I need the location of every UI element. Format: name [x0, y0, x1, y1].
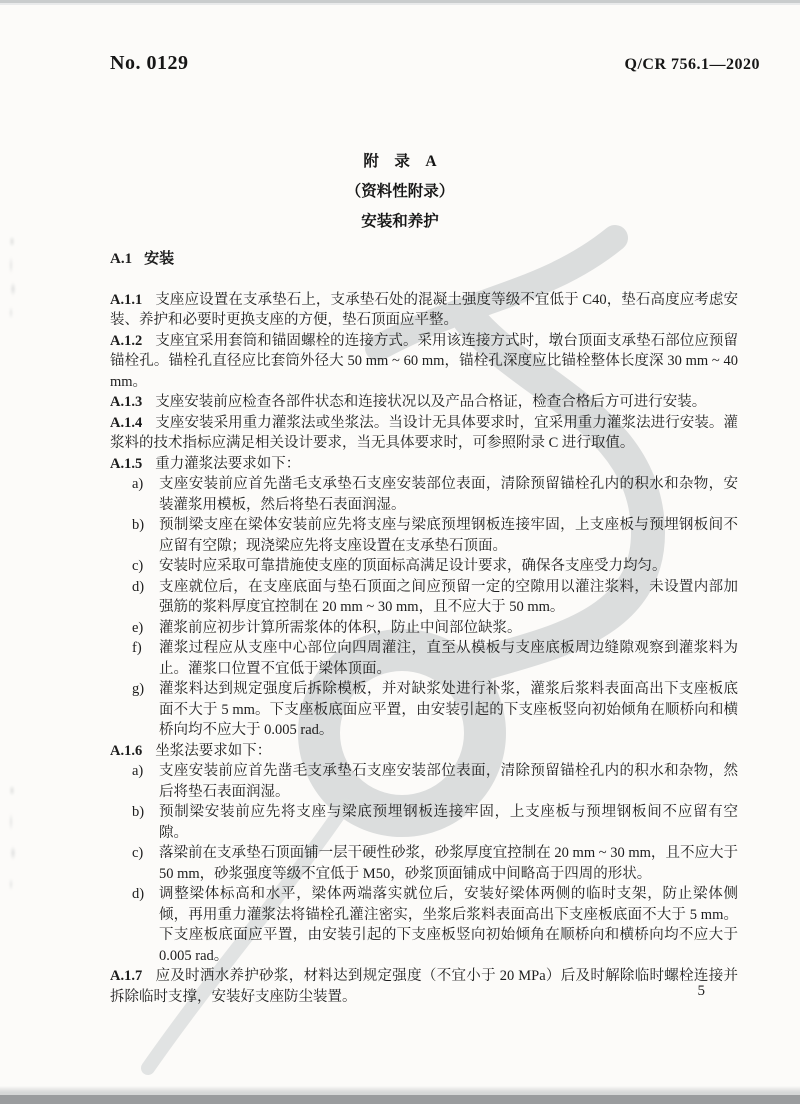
item-label: c) — [132, 558, 144, 574]
item-label: d) — [132, 886, 145, 902]
item-label: b) — [132, 517, 145, 533]
clause-label: A.1.3 — [110, 394, 143, 410]
document-number: No. 0129 — [110, 52, 189, 74]
clause-text: 应及时洒水养护砂浆，材料达到规定强度（不宜小于 20 MPa）后及时解除临时螺栓连接并拆除临时支撑，安装好支座防尘装置。 — [110, 968, 738, 1005]
clause-text: 坐浆法要求如下： — [155, 742, 272, 759]
paragraph-a1-2 — [110, 331, 738, 393]
margin-bleed-mark — [7, 778, 17, 903]
item-label: c) — [132, 845, 144, 861]
list-item-b — [110, 802, 738, 843]
item-text: 调整梁体标高和水平，梁体两端落实就位后，安装好梁体两侧的临时支架，防止梁体侧倾，再用重力灌浆法将锚栓孔灌注密实，坐浆后浆料表面高出下支座板底面不大于 5 mm。下支座板底面应平置，由安装引起的下支座板竖向初始倾角在顺桥向和横桥向均不应大于 0.005 rad。 — [159, 886, 738, 964]
item-label: f) — [132, 640, 142, 656]
item-label: a) — [132, 476, 144, 492]
paragraph-a1-5 — [110, 454, 738, 475]
clause-text: 支座应设置在支承垫石上，支承垫石处的混凝土强度等级不宜低于 C40，垫石高度应考虑安装、养护和必要时更换支座的方便，垫石顶面应平整。 — [110, 291, 738, 328]
clause-text: 支座安装前应检查各部件状态和连接状况以及产品合格证，检查合格后方可进行安装。 — [155, 394, 707, 410]
clause-text: 重力灌浆法要求如下： — [155, 455, 301, 472]
list-item-a — [110, 761, 738, 802]
list-item-c — [110, 556, 738, 577]
page-number: 5 — [697, 983, 705, 999]
item-label: b) — [132, 804, 145, 820]
list-item-f — [110, 638, 738, 679]
list-item-a — [110, 474, 738, 515]
document-body — [110, 249, 738, 1007]
item-text: 灌浆料达到规定强度后拆除模板，并对缺浆处进行补浆，灌浆后浆料表面高出下支座板底面不大于 5 mm。下支座板底面应平置，由安装引起的下支座板竖向初始倾角在顺桥向和横桥向均不应大于 0.005 rad。 — [159, 681, 738, 738]
clause-text: 支座宜采用套筒和锚固螺栓的连接方式。采用该连接方式时，墩台顶面支承垫石部位应预留锚栓孔。锚栓孔直径应比套筒外径大 50 mm ~ 60 mm，锚栓孔深度应比锚栓整体长度深 30 mm ~ 40 mm。 — [110, 332, 738, 390]
item-label: g) — [132, 681, 145, 697]
item-text: 落梁前在支承垫石顶面铺一层干硬性砂浆，砂浆厚度宜控制在 20 mm ~ 30 mm，且不应大于 50 mm，砂浆强度等级不宜低于 M50，砂浆顶面铺成中间略高于四周的形状。 — [159, 845, 738, 882]
appendix-title: 附 录 A — [363, 153, 437, 170]
list-item-c — [110, 843, 738, 884]
list-item-e — [110, 618, 738, 639]
item-text: 灌浆过程应从支座中心部位向四周灌注，直至从模板与支座底板周边缝隙观察到灌浆料为止。灌浆口位置不宜低于梁体顶面。 — [159, 640, 738, 677]
section-title: 安装 — [144, 251, 175, 267]
clause-label: A.1.5 — [110, 455, 143, 472]
list-item-d — [110, 577, 738, 618]
appendix-title-block — [0, 147, 800, 237]
section-number: A.1 — [110, 251, 133, 267]
scan-edge-top — [0, 0, 800, 7]
list-item-g — [110, 679, 738, 741]
margin-bleed-mark — [7, 232, 17, 327]
clause-label: A.1.1 — [110, 291, 143, 308]
list-item-b — [110, 515, 738, 556]
item-text: 灌浆前应初步计算所需浆体的体积，防止中间部位缺浆。 — [159, 619, 522, 636]
appendix-subject: 安装和养护 — [361, 213, 439, 230]
item-label: e) — [132, 619, 144, 636]
clause-label: A.1.4 — [110, 414, 143, 431]
item-text: 支座安装前应首先凿毛支承垫石支座安装部位表面，清除预留锚栓孔内的积水和杂物，然后将垫石表面润湿。 — [159, 763, 738, 800]
item-text: 支座就位后，在支座底面与垫石顶面之间应预留一定的空隙用以灌注浆料，未设置内部加强筋的浆料厚度宜控制在 20 mm ~ 30 mm，且不应大于 50 mm。 — [159, 578, 738, 615]
paragraph-a1-7 — [110, 966, 738, 1007]
clause-label: A.1.6 — [110, 742, 143, 759]
section-heading — [110, 249, 738, 270]
paragraph-a1-1 — [110, 290, 738, 331]
paragraph-a1-4 — [110, 413, 738, 454]
item-text: 预制梁安装前应先将支座与梁底预埋钢板连接牢固，上支座板与预埋钢板间不应留有空隙。 — [159, 804, 738, 841]
scan-edge-bottom — [0, 1086, 800, 1104]
page-header — [110, 52, 760, 75]
clause-label: A.1.2 — [110, 332, 143, 349]
paragraph-a1-6 — [110, 741, 738, 762]
item-text: 安装时应采取可靠措施使支座的顶面标高满足设计要求，确保各支座受力均匀。 — [159, 558, 667, 574]
list-item-d — [110, 884, 738, 966]
item-text: 预制梁支座在梁体安装前应先将支座与梁底预埋钢板连接牢固，上支座板与预埋钢板间不应留有空隙；现浇梁应先将支座设置在支承垫石顶面。 — [159, 517, 738, 554]
paragraph-a1-3 — [110, 392, 738, 413]
item-label: d) — [132, 578, 145, 595]
standard-code: Q/CR 756.1—2020 — [624, 56, 760, 73]
item-label: a) — [132, 763, 144, 779]
appendix-type: （资料性附录） — [345, 183, 455, 200]
clause-text: 支座安装采用重力灌浆法或坐浆法。当设计无具体要求时，宜采用重力灌浆法进行安装。灌浆料的技术指标应满足相关设计要求，当无具体要求时，可参照附录 C 进行取值。 — [110, 414, 738, 451]
item-text: 支座安装前应首先凿毛支承垫石支座安装部位表面，清除预留锚栓孔内的积水和杂物，安装灌浆用模板，然后将垫石表面润湿。 — [159, 476, 738, 513]
clause-label: A.1.7 — [110, 968, 143, 984]
